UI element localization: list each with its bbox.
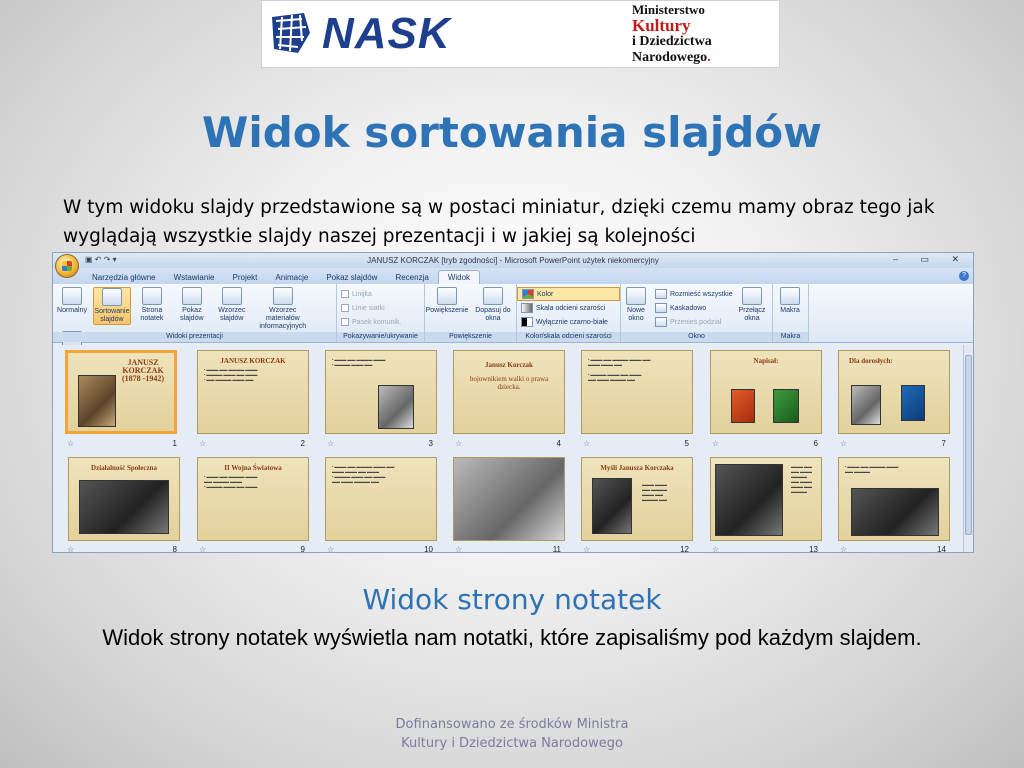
mkidn-line-3: i Dziedzictwa [632, 34, 712, 49]
nask-logo [262, 9, 592, 59]
footer-line-2: Kultury i Dziedzictwa Narodowego [401, 736, 623, 751]
group-label-pokazywanie: Pokazywanie/ukrywanie [337, 332, 424, 342]
thumb-body-2: • ▬▬▬ ▬▬ ▬▬▬▬ ▬▬▬ • ▬▬▬▬ ▬▬▬ ▬▬ ▬▬▬ • ▬▬ ▬▬▬▬ ▬▬▬ ▬▬ [204, 367, 258, 382]
nask-logo-text: NASK [322, 9, 451, 58]
slide-14-number: 14 [937, 545, 946, 553]
slide-11-number: 11 [552, 545, 561, 553]
slide-6-transition-icon[interactable]: ☆ [712, 439, 720, 448]
color-label: Kolor [537, 290, 554, 298]
archive-photo [715, 464, 783, 536]
macros-icon [780, 287, 800, 305]
slide-13-transition-icon[interactable]: ☆ [712, 545, 720, 553]
arrange-all-icon [655, 289, 667, 299]
arrange-all-button[interactable] [651, 287, 735, 301]
grayscale-icon [521, 303, 533, 313]
slide-sorter-button[interactable] [93, 287, 131, 325]
thumb-title-4: Janusz Korczak [485, 361, 533, 369]
slide-12-transition-icon[interactable]: ☆ [583, 545, 591, 553]
section-subtitle: Widok strony notatek [362, 583, 662, 616]
statue-photo [592, 478, 632, 534]
slide-4-transition-icon[interactable]: ☆ [455, 439, 463, 448]
slide-4-number: 4 [556, 439, 561, 448]
footer [0, 715, 1024, 753]
slide-10-transition-icon[interactable]: ☆ [327, 545, 335, 553]
thumb-body-14: • ▬▬▬ ▬▬ ▬▬▬▬ ▬▬▬ ▬▬ ▬▬▬▬ [845, 464, 899, 474]
group-label-powiekszenie: Powiększenie [425, 332, 516, 342]
group-label-makra: Makra [773, 332, 808, 342]
portrait-photo [78, 375, 116, 427]
tab-animacje[interactable]: Animacje [275, 273, 309, 282]
group-powiekszenie [425, 284, 517, 342]
slide-2-number: 2 [300, 439, 305, 448]
switch-windows-button[interactable] [735, 287, 769, 329]
section-text: Widok strony notatek wyświetla nam notatki, które zapisaliśmy pod każdym slajdem. [102, 625, 922, 650]
gridlines-label: Linie siatki [352, 304, 385, 312]
slide-7-transition-icon[interactable]: ☆ [840, 439, 848, 448]
new-window-icon [626, 287, 646, 305]
group-okno [621, 284, 773, 342]
cascade-icon [655, 303, 667, 313]
mkidn-line-4: Narodowego. [632, 50, 711, 65]
group-makra [773, 284, 809, 342]
slide-8-transition-icon[interactable]: ☆ [67, 545, 75, 553]
grayscale-option[interactable] [517, 301, 620, 315]
group-kolor-skala [517, 284, 621, 342]
slide-5-transition-icon[interactable]: ☆ [583, 439, 591, 448]
slide-13-number: 13 [809, 545, 818, 553]
slide-thumbnail-14[interactable] [838, 457, 950, 541]
handout-master-icon [273, 287, 293, 305]
thumb-body-13: ▬▬▬ ▬▬ ▬▬ ▬▬▬ ▬▬▬▬ ▬▬ ▬▬▬ ▬▬▬ ▬▬ ▬▬▬▬ [791, 464, 812, 494]
thumb-body-10: • ▬▬▬ ▬▬ ▬▬▬▬ ▬▬▬ ▬▬ ▬▬▬ ▬▬▬ ▬▬ ▬▬▬ • ▬▬▬▬ ▬▬▬ ▬▬ ▬▬▬ ▬▬ ▬▬▬ ▬▬▬▬ ▬▬ [332, 464, 395, 484]
notes-page-icon [142, 287, 162, 305]
group-photo [79, 480, 169, 534]
thumb-title-2: JANUSZ KORCZAK [220, 357, 286, 365]
thumb-body-4: bojownikiem walki o prawa dziecka. [469, 375, 549, 391]
slide-thumbnail-9[interactable] [197, 457, 309, 541]
move-split-icon [655, 317, 667, 327]
slide-1-number: 1 [172, 439, 177, 448]
switch-windows-label: Przełącz okna [738, 307, 766, 322]
mkidn-line-1: Ministerstwo [632, 2, 705, 17]
slide-sorter-area [53, 345, 964, 553]
group-label-kolor: Kolor/skala odcieni szarości [517, 332, 620, 342]
portrait-photo [378, 385, 414, 429]
normal-view-icon [62, 287, 82, 305]
book-cover-photo [731, 389, 755, 423]
tab-projekt[interactable]: Projekt [232, 273, 258, 282]
cascade-button[interactable] [651, 301, 735, 315]
window-controls[interactable]: – ▭ ✕ [892, 254, 969, 264]
slide-thumbnail-1[interactable] [65, 350, 177, 434]
group-photo [851, 488, 939, 536]
book-cover-photo [901, 385, 925, 421]
slide-9-transition-icon[interactable]: ☆ [199, 545, 207, 553]
color-icon [522, 289, 534, 299]
thumb-body-3: • ▬▬▬ ▬▬ ▬▬▬▬ ▬▬▬ • ▬▬▬▬ ▬▬▬ ▬▬ [332, 357, 386, 367]
mkidn-line-2: Kultury [632, 16, 691, 35]
slide-master-button[interactable] [213, 287, 251, 323]
handout-master-label: Wzorzec materiałów informacyjnych [259, 307, 307, 330]
slide-title: Widok sortowania slajdów [202, 108, 822, 157]
thumb-body-12: ▬▬▬ ▬▬▬ ▬▬ ▬▬▬▬ ▬▬▬ ▬▬ ▬▬▬▬ ▬▬ [642, 482, 667, 502]
group-label-widoki: Widoki prezentacji [53, 332, 336, 342]
zoom-label: Powiększenie [425, 307, 469, 314]
slide-14-transition-icon[interactable]: ☆ [840, 545, 848, 553]
tab-widok[interactable]: Widok [438, 270, 480, 284]
message-bar-checkbox[interactable] [341, 318, 349, 326]
ppt-titlebar [53, 253, 973, 268]
powerpoint-window [52, 252, 974, 553]
black-white-icon [521, 317, 533, 327]
black-white-option[interactable] [517, 315, 620, 329]
magnifier-icon [437, 287, 457, 305]
move-split-label: Przenieś podział [670, 318, 722, 326]
office-button[interactable] [55, 254, 79, 278]
illustration-photo [851, 385, 881, 425]
slide-12-number: 12 [680, 545, 689, 553]
slide-thumbnail-4[interactable] [453, 350, 565, 434]
vertical-scrollbar[interactable] [963, 345, 973, 553]
slide-11-transition-icon[interactable]: ☆ [455, 545, 463, 553]
message-bar-label: Pasek komunik. [352, 318, 402, 326]
slide-3-transition-icon[interactable]: ☆ [327, 439, 335, 448]
slide-thumbnail-13[interactable] [710, 457, 822, 541]
slide-show-button[interactable] [173, 287, 211, 323]
thumb-body-9: • ▬▬▬ ▬▬ ▬▬▬▬ ▬▬▬ ▬▬ ▬▬▬▬ ▬▬▬ • ▬▬▬▬ ▬▬▬ ▬▬ ▬▬▬ [204, 474, 258, 489]
black-white-label: Wyłącznie czarno-białe [536, 318, 608, 326]
slide-8-number: 8 [172, 545, 177, 553]
book-cover-photo [773, 389, 799, 423]
help-icon[interactable]: ? [959, 271, 969, 281]
quick-access-toolbar[interactable]: ▣ ↶ ↷ ▾ [85, 255, 117, 264]
grayscale-label: Skala odcieni szarości [536, 304, 606, 312]
group-widoki-prezentacji [53, 284, 337, 342]
arrange-all-label: Rozmieść wszystkie [670, 290, 733, 298]
thumb-title-1: JANUSZ KORCZAK (1878 -1942) [122, 358, 164, 383]
notes-page-button[interactable] [133, 287, 171, 323]
slide-5-number: 5 [684, 439, 689, 448]
zoom-button[interactable] [425, 287, 469, 315]
tab-wstawianie[interactable]: Wstawianie [173, 273, 215, 282]
slide-thumbnail-10[interactable] [325, 457, 437, 541]
slide-thumbnail-8[interactable] [68, 457, 180, 541]
thumb-title-8: Działalność Społeczna [91, 464, 157, 472]
slide-thumbnail-11[interactable] [453, 457, 565, 541]
tab-recenzja[interactable]: Recenzja [395, 273, 429, 282]
nask-emblem-icon [268, 11, 314, 57]
footer-line-1: Dofinansowano ze środków Ministra [395, 717, 629, 732]
logo-strip [261, 0, 780, 68]
tab-narzedzia-glowne[interactable]: Narzędzia główne [92, 273, 156, 282]
ruler-checkbox[interactable] [341, 290, 349, 298]
slide-thumbnail-3[interactable] [325, 350, 437, 434]
move-split-button[interactable] [651, 315, 735, 329]
mkidn-logo [632, 2, 712, 66]
normal-view-label: Normalny [57, 307, 87, 314]
normal-view-button[interactable] [53, 287, 91, 315]
monument-photo [454, 458, 565, 541]
thumb-body-5: • ▬▬▬ ▬▬ ▬▬▬▬ ▬▬▬ ▬▬ ▬▬▬ ▬▬▬ ▬▬ • ▬▬▬▬ ▬▬▬ ▬▬ ▬▬▬ ▬▬ ▬▬▬ ▬▬▬▬ ▬▬ [588, 357, 651, 382]
slide-6-number: 6 [813, 439, 818, 448]
gridlines-checkbox-row[interactable] [337, 301, 424, 315]
thumb-title-7: Dla dorosłych: [849, 357, 893, 365]
fit-to-window-label: Dopasuj do okna [475, 307, 511, 322]
message-bar-checkbox-row[interactable] [337, 315, 424, 329]
scrollbar-thumb[interactable] [965, 355, 972, 535]
group-pokazywanie-ukrywanie [337, 284, 425, 342]
tab-pokaz-slajdow[interactable]: Pokaz slajdów [326, 273, 378, 282]
slide-thumbnail-12[interactable] [581, 457, 693, 541]
thumb-title-6: Napisał: [753, 357, 779, 365]
slide-thumbnail-2[interactable] [197, 350, 309, 434]
thumb-title-9: II Wojna Światowa [224, 464, 282, 472]
handout-master-button[interactable] [253, 287, 313, 331]
ruler-label: Linijka [352, 290, 372, 298]
cascade-label: Kaskadowo [670, 304, 707, 312]
intro-paragraph: W tym widoku slajdy przedstawione są w postaci miniatur, dzięki czemu mamy obraz tego jak wyglądają wszystkie slajdy naszej prezentacji i w jakiej są kolejności [63, 197, 935, 247]
slide-master-label: Wzorzec slajdów [218, 307, 246, 322]
slide-1-transition-icon[interactable]: ☆ [67, 439, 75, 448]
thumb-title-12: Myśli Janusza Korczaka [600, 464, 674, 472]
fit-to-window-button[interactable] [471, 287, 515, 323]
color-option[interactable] [517, 287, 620, 301]
slide-sorter-icon [102, 288, 122, 306]
slide-show-icon [182, 287, 202, 305]
slide-master-icon [222, 287, 242, 305]
ribbon-widok [53, 284, 973, 343]
slide-9-number: 9 [300, 545, 305, 553]
new-window-label: Nowe okno [627, 307, 645, 322]
switch-windows-icon [742, 287, 762, 305]
macros-label: Makra [780, 307, 800, 314]
macros-button[interactable] [773, 287, 807, 315]
slide-2-transition-icon[interactable]: ☆ [199, 439, 207, 448]
slide-10-number: 10 [424, 545, 433, 553]
ruler-checkbox-row[interactable] [337, 287, 424, 301]
slide-thumbnail-5[interactable] [581, 350, 693, 434]
fit-to-window-icon [483, 287, 503, 305]
slide-thumbnail-6[interactable] [710, 350, 822, 434]
slide-show-label: Pokaz slajdów [180, 307, 204, 322]
gridlines-checkbox[interactable] [341, 304, 349, 312]
slide-7-number: 7 [941, 439, 946, 448]
slide-thumbnail-7[interactable] [838, 350, 950, 434]
notes-page-label: Strona notatek [140, 307, 164, 322]
slide-sorter-label: Sortowanie slajdów [94, 308, 130, 323]
new-window-button[interactable] [621, 287, 651, 329]
slide-3-number: 3 [428, 439, 433, 448]
ribbon-tabs [53, 268, 973, 284]
group-label-okno: Okno [621, 332, 772, 342]
ppt-window-title: JANUSZ KORCZAK [tryb zgodności] - Microsoft PowerPoint użytek niekomercyjny [367, 256, 659, 265]
